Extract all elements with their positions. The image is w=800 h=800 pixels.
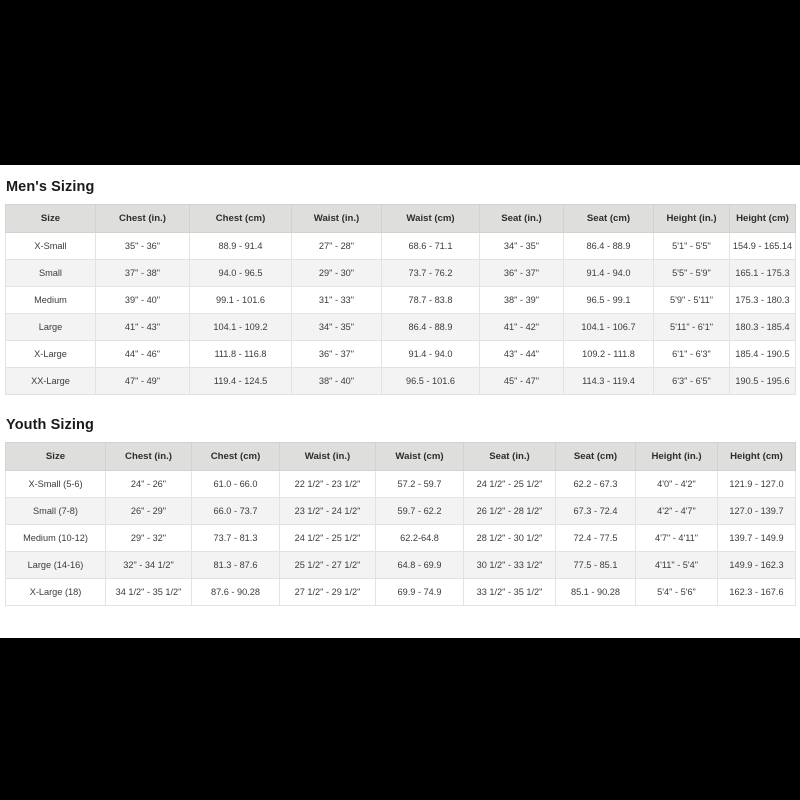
table-cell: 41" - 43" xyxy=(96,314,190,341)
table-cell: 86.4 - 88.9 xyxy=(564,233,654,260)
table-cell: Small (7-8) xyxy=(6,498,106,525)
table-cell: 57.2 - 59.7 xyxy=(376,471,464,498)
table-cell: 154.9 - 165.14 xyxy=(730,233,796,260)
table-cell: 38" - 39" xyxy=(480,287,564,314)
column-header: Seat (cm) xyxy=(564,205,654,233)
table-cell: XX-Large xyxy=(6,368,96,395)
table-cell: 4'11" - 5'4" xyxy=(636,552,718,579)
table-cell: 73.7 - 76.2 xyxy=(382,260,480,287)
column-header: Chest (cm) xyxy=(190,205,292,233)
table-row xyxy=(6,341,796,368)
table-cell: 34 1/2" - 35 1/2" xyxy=(106,579,192,606)
column-header: Waist (in.) xyxy=(292,205,382,233)
table-cell: 69.9 - 74.9 xyxy=(376,579,464,606)
table-row xyxy=(6,552,796,579)
table-cell: 121.9 - 127.0 xyxy=(718,471,796,498)
table-cell: X-Small (5-6) xyxy=(6,471,106,498)
table-cell: 25 1/2" - 27 1/2" xyxy=(280,552,376,579)
table-cell: 91.4 - 94.0 xyxy=(564,260,654,287)
column-header: Size xyxy=(6,443,106,471)
table-cell: 119.4 - 124.5 xyxy=(190,368,292,395)
table-header-row xyxy=(6,443,796,471)
table-cell: 88.9 - 91.4 xyxy=(190,233,292,260)
column-header: Height (cm) xyxy=(718,443,796,471)
table-cell: 96.5 - 99.1 xyxy=(564,287,654,314)
table-cell: 68.6 - 71.1 xyxy=(382,233,480,260)
table-cell: 43" - 44" xyxy=(480,341,564,368)
table-cell: 24 1/2" - 25 1/2" xyxy=(464,471,556,498)
table-cell: 24" - 26" xyxy=(106,471,192,498)
column-header: Height (cm) xyxy=(730,205,796,233)
column-header: Waist (cm) xyxy=(376,443,464,471)
table-cell: 180.3 - 185.4 xyxy=(730,314,796,341)
table-cell: 99.1 - 101.6 xyxy=(190,287,292,314)
table-row xyxy=(6,471,796,498)
table-cell: 44" - 46" xyxy=(96,341,190,368)
table-cell: 45" - 47" xyxy=(480,368,564,395)
table-cell: 94.0 - 96.5 xyxy=(190,260,292,287)
table-row xyxy=(6,579,796,606)
mens-sizing-table xyxy=(5,204,796,395)
table-cell: 96.5 - 101.6 xyxy=(382,368,480,395)
table-cell: 5'4" - 5'6" xyxy=(636,579,718,606)
table-cell: 87.6 - 90.28 xyxy=(192,579,280,606)
table-cell: 4'0" - 4'2" xyxy=(636,471,718,498)
table-cell: 67.3 - 72.4 xyxy=(556,498,636,525)
column-header: Height (in.) xyxy=(654,205,730,233)
table-cell: 61.0 - 66.0 xyxy=(192,471,280,498)
table-cell: 149.9 - 162.3 xyxy=(718,552,796,579)
table-cell: X-Large xyxy=(6,341,96,368)
table-cell: 86.4 - 88.9 xyxy=(382,314,480,341)
table-cell: Large (14-16) xyxy=(6,552,106,579)
table-cell: 73.7 - 81.3 xyxy=(192,525,280,552)
table-cell: 111.8 - 116.8 xyxy=(190,341,292,368)
column-header: Chest (cm) xyxy=(192,443,280,471)
table-cell: 62.2-64.8 xyxy=(376,525,464,552)
column-header: Seat (in.) xyxy=(464,443,556,471)
table-cell: 30 1/2" - 33 1/2" xyxy=(464,552,556,579)
table-row xyxy=(6,314,796,341)
table-cell: 36" - 37" xyxy=(292,341,382,368)
table-cell: 114.3 - 119.4 xyxy=(564,368,654,395)
column-header: Chest (in.) xyxy=(106,443,192,471)
table-row xyxy=(6,287,796,314)
table-cell: 26 1/2" - 28 1/2" xyxy=(464,498,556,525)
table-cell: 26" - 29" xyxy=(106,498,192,525)
column-header: Seat (in.) xyxy=(480,205,564,233)
table-cell: 81.3 - 87.6 xyxy=(192,552,280,579)
table-cell: 185.4 - 190.5 xyxy=(730,341,796,368)
table-cell: 39" - 40" xyxy=(96,287,190,314)
table-cell: 29" - 30" xyxy=(292,260,382,287)
table-row xyxy=(6,498,796,525)
table-cell: 91.4 - 94.0 xyxy=(382,341,480,368)
table-cell: 127.0 - 139.7 xyxy=(718,498,796,525)
column-header: Seat (cm) xyxy=(556,443,636,471)
table-cell: X-Small xyxy=(6,233,96,260)
table-row xyxy=(6,260,796,287)
table-cell: 175.3 - 180.3 xyxy=(730,287,796,314)
table-cell: 77.5 - 85.1 xyxy=(556,552,636,579)
table-cell: 66.0 - 73.7 xyxy=(192,498,280,525)
table-cell: 85.1 - 90.28 xyxy=(556,579,636,606)
table-cell: 162.3 - 167.6 xyxy=(718,579,796,606)
table-cell: 109.2 - 111.8 xyxy=(564,341,654,368)
table-cell: 22 1/2" - 23 1/2" xyxy=(280,471,376,498)
table-cell: 29" - 32" xyxy=(106,525,192,552)
table-cell: 27" - 28" xyxy=(292,233,382,260)
table-cell: 139.7 - 149.9 xyxy=(718,525,796,552)
table-cell: 38" - 40" xyxy=(292,368,382,395)
table-cell: 190.5 - 195.6 xyxy=(730,368,796,395)
table-cell: 5'11" - 6'1" xyxy=(654,314,730,341)
table-cell: 47" - 49" xyxy=(96,368,190,395)
table-cell: Small xyxy=(6,260,96,287)
youth-sizing-table xyxy=(5,442,796,606)
table-cell: 4'2" - 4'7" xyxy=(636,498,718,525)
table-cell: 34" - 35" xyxy=(480,233,564,260)
table-cell: 28 1/2" - 30 1/2" xyxy=(464,525,556,552)
column-header: Height (in.) xyxy=(636,443,718,471)
sizing-chart-page xyxy=(0,165,800,638)
table-cell: 33 1/2" - 35 1/2" xyxy=(464,579,556,606)
table-cell: 35" - 36" xyxy=(96,233,190,260)
column-header: Waist (cm) xyxy=(382,205,480,233)
column-header: Size xyxy=(6,205,96,233)
table-cell: 5'1" - 5'5" xyxy=(654,233,730,260)
table-cell: 5'5" - 5'9" xyxy=(654,260,730,287)
table-cell: 104.1 - 109.2 xyxy=(190,314,292,341)
youth-sizing-title: Youth Sizing xyxy=(6,417,94,433)
table-cell: 36" - 37" xyxy=(480,260,564,287)
table-cell: 6'3" - 6'5" xyxy=(654,368,730,395)
table-cell: 31" - 33" xyxy=(292,287,382,314)
table-cell: 78.7 - 83.8 xyxy=(382,287,480,314)
table-cell: 37" - 38" xyxy=(96,260,190,287)
table-row xyxy=(6,368,796,395)
table-cell: 59.7 - 62.2 xyxy=(376,498,464,525)
table-cell: 62.2 - 67.3 xyxy=(556,471,636,498)
table-cell: 72.4 - 77.5 xyxy=(556,525,636,552)
table-cell: 64.8 - 69.9 xyxy=(376,552,464,579)
table-cell: 104.1 - 106.7 xyxy=(564,314,654,341)
table-cell: 5'9" - 5'11" xyxy=(654,287,730,314)
table-cell: X-Large (18) xyxy=(6,579,106,606)
table-cell: 6'1" - 6'3" xyxy=(654,341,730,368)
table-cell: Medium (10-12) xyxy=(6,525,106,552)
table-cell: 165.1 - 175.3 xyxy=(730,260,796,287)
table-cell: 41" - 42" xyxy=(480,314,564,341)
table-cell: 32" - 34 1/2" xyxy=(106,552,192,579)
table-cell: Large xyxy=(6,314,96,341)
table-row xyxy=(6,233,796,260)
column-header: Chest (in.) xyxy=(96,205,190,233)
column-header: Waist (in.) xyxy=(280,443,376,471)
mens-sizing-title: Men's Sizing xyxy=(6,179,95,195)
table-header-row xyxy=(6,205,796,233)
table-row xyxy=(6,525,796,552)
table-cell: Medium xyxy=(6,287,96,314)
section-spacer xyxy=(5,395,795,417)
table-cell: 4'7" - 4'11" xyxy=(636,525,718,552)
table-cell: 34" - 35" xyxy=(292,314,382,341)
table-cell: 23 1/2" - 24 1/2" xyxy=(280,498,376,525)
table-cell: 24 1/2" - 25 1/2" xyxy=(280,525,376,552)
table-cell: 27 1/2" - 29 1/2" xyxy=(280,579,376,606)
